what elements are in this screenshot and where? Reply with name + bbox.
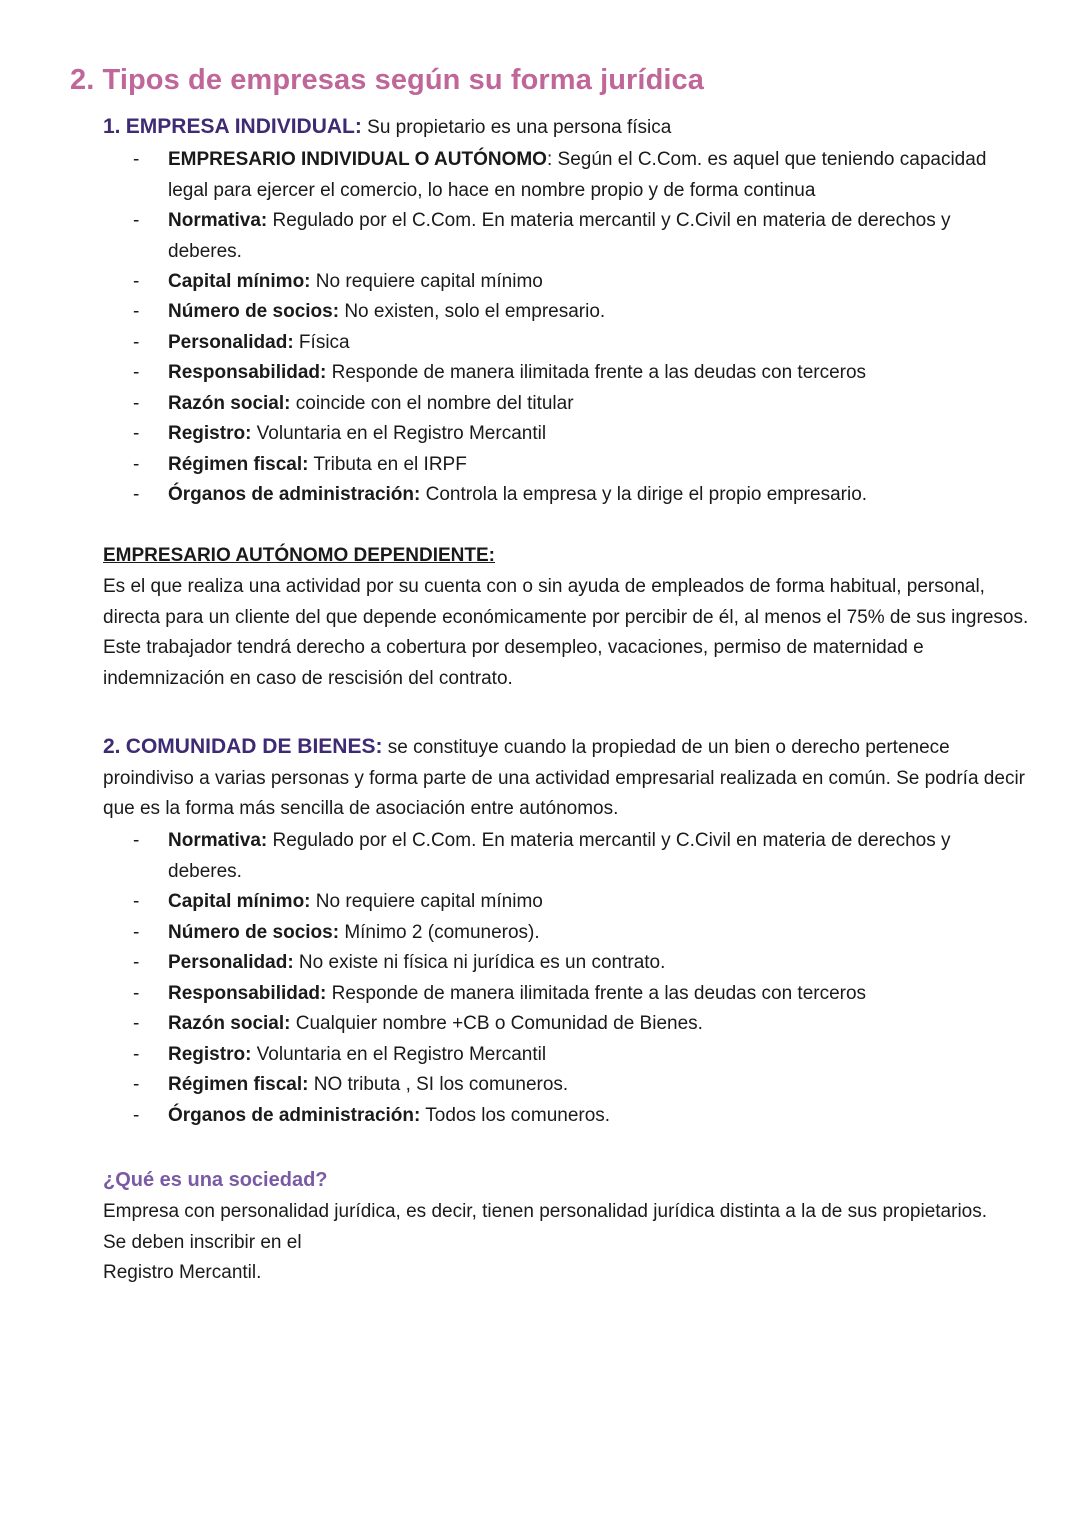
page-title: 2. Tipos de empresas según su forma jurídica: [70, 64, 705, 96]
list-item: [168, 450, 1018, 481]
list-bullet: -: [133, 891, 140, 912]
list-item: [168, 826, 1018, 887]
item-text: No existe ni física ni jurídica es un contrato.: [293, 952, 666, 973]
list-bullet: -: [133, 1044, 140, 1065]
item-text: Todos los comuneros.: [420, 1105, 611, 1126]
item-label: Responsabilidad:: [168, 362, 327, 383]
item-text: Cualquier nombre +CB o Comunidad de Bienes.: [290, 1013, 703, 1034]
item-text: Regulado por el C.Com. En materia mercantil y C.Civil en materia de derechos y deberes.: [168, 210, 951, 262]
list-item: [168, 206, 1018, 267]
item-text: Responde de manera ilimitada frente a las deudas con terceros: [326, 362, 867, 383]
list-bullet: -: [133, 149, 140, 170]
list-bullet: -: [133, 362, 140, 383]
item-label: Registro:: [168, 1044, 252, 1065]
item-label: Razón social:: [168, 393, 291, 414]
list-bullet: -: [133, 210, 140, 231]
list-bullet: -: [133, 1105, 140, 1126]
item-text: Controla la empresa y la dirige el propio empresario.: [420, 484, 868, 505]
list-bullet: -: [133, 393, 140, 414]
list-item: [168, 1040, 1018, 1071]
item-text: No requiere capital mínimo: [310, 891, 543, 912]
item-text: Voluntaria en el Registro Mercantil: [251, 423, 547, 444]
list-bullet: -: [133, 952, 140, 973]
section2-name: COMUNIDAD DE BIENES:: [125, 735, 383, 758]
item-text: Física: [293, 332, 350, 353]
section2-paragraph: [103, 732, 1043, 825]
item-label: Capital mínimo:: [168, 271, 311, 292]
list-bullet: -: [133, 454, 140, 475]
item-label: Registro:: [168, 423, 252, 444]
item-label: Razón social:: [168, 1013, 291, 1034]
list-item: [168, 1009, 1018, 1040]
list-item: [168, 145, 1018, 206]
list-bullet: -: [133, 830, 140, 851]
item-text: No existen, solo el empresario.: [339, 301, 606, 322]
section1-name: EMPRESA INDIVIDUAL:: [125, 115, 362, 138]
list-item: [168, 480, 1018, 511]
item-label: Capital mínimo:: [168, 891, 311, 912]
list-item: [168, 267, 1018, 298]
item-label: Responsabilidad:: [168, 983, 327, 1004]
item-text: Responde de manera ilimitada frente a las deudas con terceros: [326, 983, 867, 1004]
item-text: NO tributa , SI los comuneros.: [308, 1074, 569, 1095]
item-label: Normativa:: [168, 210, 268, 231]
list-item: [168, 328, 1018, 359]
list-item: [168, 419, 1018, 450]
sociedad-line-3: Registro Mercantil.: [103, 1262, 262, 1283]
item-label: Personalidad:: [168, 332, 294, 353]
list-bullet: -: [133, 332, 140, 353]
list-item: [168, 1101, 1018, 1132]
item-label: Órganos de administración:: [168, 484, 421, 505]
list-bullet: -: [133, 922, 140, 943]
item-text: Mínimo 2 (comuneros).: [339, 922, 540, 943]
item-text: Regulado por el C.Com. En materia mercantil y C.Civil en materia de derechos y deberes.: [168, 830, 951, 882]
item-text: : Según el C.Com. es aquel que teniendo capacidad legal para ejercer el comercio, lo hace en nombre propio y de forma continua: [168, 149, 987, 201]
dependiente-heading-text: EMPRESARIO AUTÓNOMO DEPENDIENTE:: [103, 545, 495, 566]
item-text: Voluntaria en el Registro Mercantil: [251, 1044, 547, 1065]
list-item: [168, 948, 1018, 979]
section1-heading: [103, 112, 671, 143]
list-item: [168, 297, 1018, 328]
section1-intro: Su propietario es una persona física: [361, 117, 672, 138]
item-label: Régimen fiscal:: [168, 1074, 309, 1095]
item-text: No requiere capital mínimo: [310, 271, 543, 292]
item-label: Normativa:: [168, 830, 268, 851]
section2-intro: se constituye cuando la propiedad de un bien o derecho pertenece proindiviso a varias personas y forma parte de una actividad empresarial realizada en común. Se podría decir que es la forma más sencilla de asociación entre autónomos.: [103, 737, 1025, 819]
list-item: [168, 918, 1018, 949]
item-label: Órganos de administración:: [168, 1105, 421, 1126]
dependiente-text: Es el que realiza una actividad por su cuenta con o sin ayuda de empleados de forma habitual, personal, directa para un cliente del que depende económicamente por percibir de él, al menos el 75% de sus ingresos. Este trabajador tendrá derecho a cobertura por desempleo, vacaciones, permiso de maternidad e indemnización en caso de rescisión del contrato.: [103, 576, 1029, 689]
section2-number: 2.: [103, 735, 121, 758]
list-item: [168, 1070, 1018, 1101]
list-item: [168, 979, 1018, 1010]
item-label: Régimen fiscal:: [168, 454, 309, 475]
item-text: coincide con el nombre del titular: [290, 393, 574, 414]
list-bullet: -: [133, 423, 140, 444]
sociedad-question: ¿Qué es una sociedad?: [103, 1169, 328, 1191]
item-label: Número de socios:: [168, 301, 340, 322]
list-bullet: -: [133, 484, 140, 505]
list-bullet: -: [133, 1013, 140, 1034]
item-text: Tributa en el IRPF: [308, 454, 467, 475]
list-bullet: -: [133, 983, 140, 1004]
item-label: Personalidad:: [168, 952, 294, 973]
list-item: [168, 358, 1018, 389]
list-item: [168, 389, 1018, 420]
list-item: [168, 887, 1018, 918]
section1-number: 1.: [103, 115, 121, 138]
list-bullet: -: [133, 1074, 140, 1095]
sociedad-line-2: Se deben inscribir en el: [103, 1232, 302, 1253]
list-bullet: -: [133, 301, 140, 322]
sociedad-line-1: Empresa con personalidad jurídica, es decir, tienen personalidad jurídica distinta a la de sus propietarios.: [103, 1201, 988, 1222]
dependiente-heading: [103, 541, 495, 571]
item-label: EMPRESARIO INDIVIDUAL O AUTÓNOMO: [168, 149, 547, 170]
list-bullet: -: [133, 271, 140, 292]
item-label: Número de socios:: [168, 922, 340, 943]
